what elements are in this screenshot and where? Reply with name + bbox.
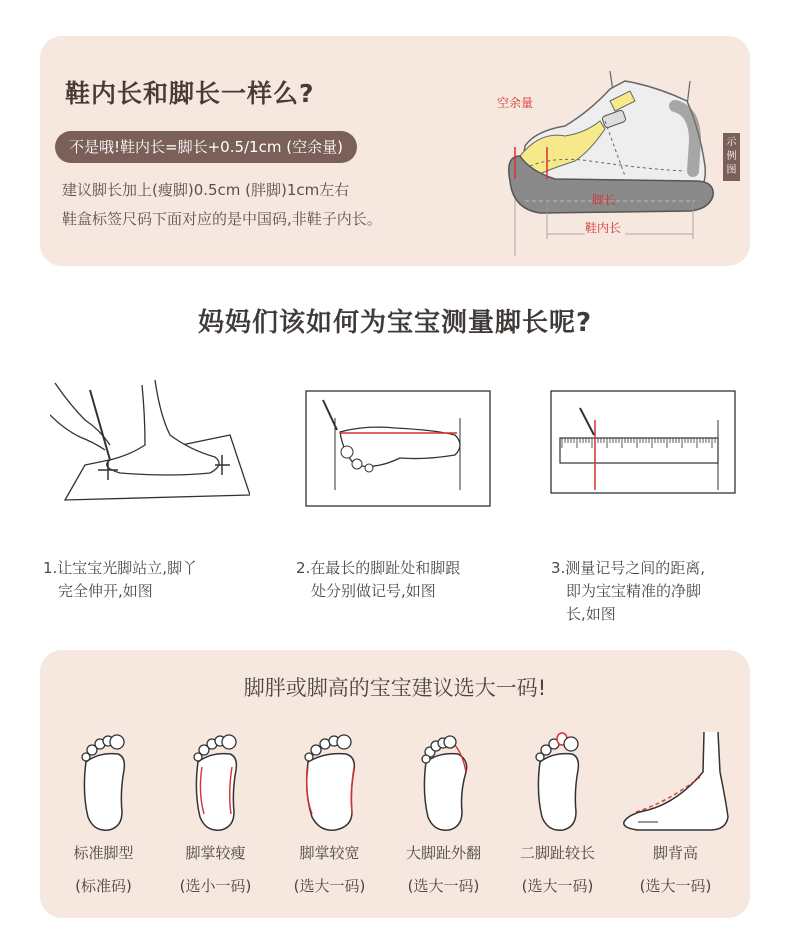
advice-line-1: 建议脚长加上(瘦脚)0.5cm (胖脚)1cm左右 xyxy=(62,181,350,199)
foot-size-high-instep: (选大一码) xyxy=(639,877,712,895)
foot-size-bunion: (选大一码) xyxy=(407,877,480,895)
foot-name-wide: 脚掌较宽 xyxy=(299,844,360,862)
foot-name-bunion: 大脚趾外翻 xyxy=(405,844,481,862)
foot-name-narrow: 脚掌较瘦 xyxy=(185,844,246,862)
foot-size-wide: (选大一码) xyxy=(293,877,366,895)
bunion-foot-icon xyxy=(414,732,474,834)
long-second-toe-foot-icon xyxy=(528,732,588,834)
shoe-inner-length-label: 鞋内长 xyxy=(585,221,622,235)
step-2-line-2: 处分别做记号,如图 xyxy=(311,582,436,600)
example-image-tag: 示例图 xyxy=(723,133,740,181)
foot-type-high-instep xyxy=(618,732,733,896)
foot-type-narrow xyxy=(158,732,273,896)
step-2-illustration xyxy=(305,390,491,507)
standard-foot-icon xyxy=(74,732,134,834)
shoe-length-info-card xyxy=(40,36,750,266)
step-1-line-1: 1.让宝宝光脚站立,脚丫 xyxy=(43,559,198,577)
step-1-line-2: 完全伸开,如图 xyxy=(58,582,153,600)
foot-size-long-second-toe: (选大一码) xyxy=(521,877,594,895)
step-1-text xyxy=(43,557,253,603)
measure-section-title: 妈妈们该如何为宝宝测量脚长呢? xyxy=(197,308,593,338)
advice-line-2: 鞋盒标签尺码下面对应的是中国码,非鞋子内长。 xyxy=(62,210,382,228)
foot-type-title: 脚胖或脚高的宝宝建议选大一码! xyxy=(243,676,547,700)
step-3-line-2: 即为宝宝精准的净脚 xyxy=(566,582,702,600)
high-instep-foot-icon xyxy=(618,732,738,834)
foot-length-label: 脚长 xyxy=(592,193,617,207)
foot-size-narrow: (选小一码) xyxy=(179,877,252,895)
step-2-text xyxy=(296,557,506,603)
foot-name-long-second-toe: 二脚趾较长 xyxy=(519,844,595,862)
step-3-line-3: 长,如图 xyxy=(566,605,616,623)
foot-type-wide xyxy=(272,732,387,896)
foot-type-card xyxy=(40,650,750,918)
step-2-line-1: 2.在最长的脚趾处和脚跟 xyxy=(296,559,461,577)
foot-size-standard: (标准码) xyxy=(75,877,132,895)
step-1-illustration xyxy=(50,375,250,505)
foot-type-long-second-toe xyxy=(500,732,615,896)
foot-type-bunion xyxy=(386,732,501,896)
narrow-foot-icon xyxy=(186,732,246,834)
step-3-illustration xyxy=(550,390,736,494)
step-3-text xyxy=(551,557,761,626)
foot-type-standard xyxy=(46,732,161,896)
question-title: 鞋内长和脚长一样么? xyxy=(65,79,315,108)
foot-name-high-instep: 脚背高 xyxy=(652,844,698,862)
step-3-line-1: 3.测量记号之间的距离, xyxy=(551,559,706,577)
answer-pill: 不是哦!鞋内长=脚长+0.5/1cm (空余量) xyxy=(55,131,357,163)
foot-name-standard: 标准脚型 xyxy=(73,844,134,862)
wide-foot-icon xyxy=(300,732,360,834)
space-allowance-label: 空余量 xyxy=(497,96,534,110)
